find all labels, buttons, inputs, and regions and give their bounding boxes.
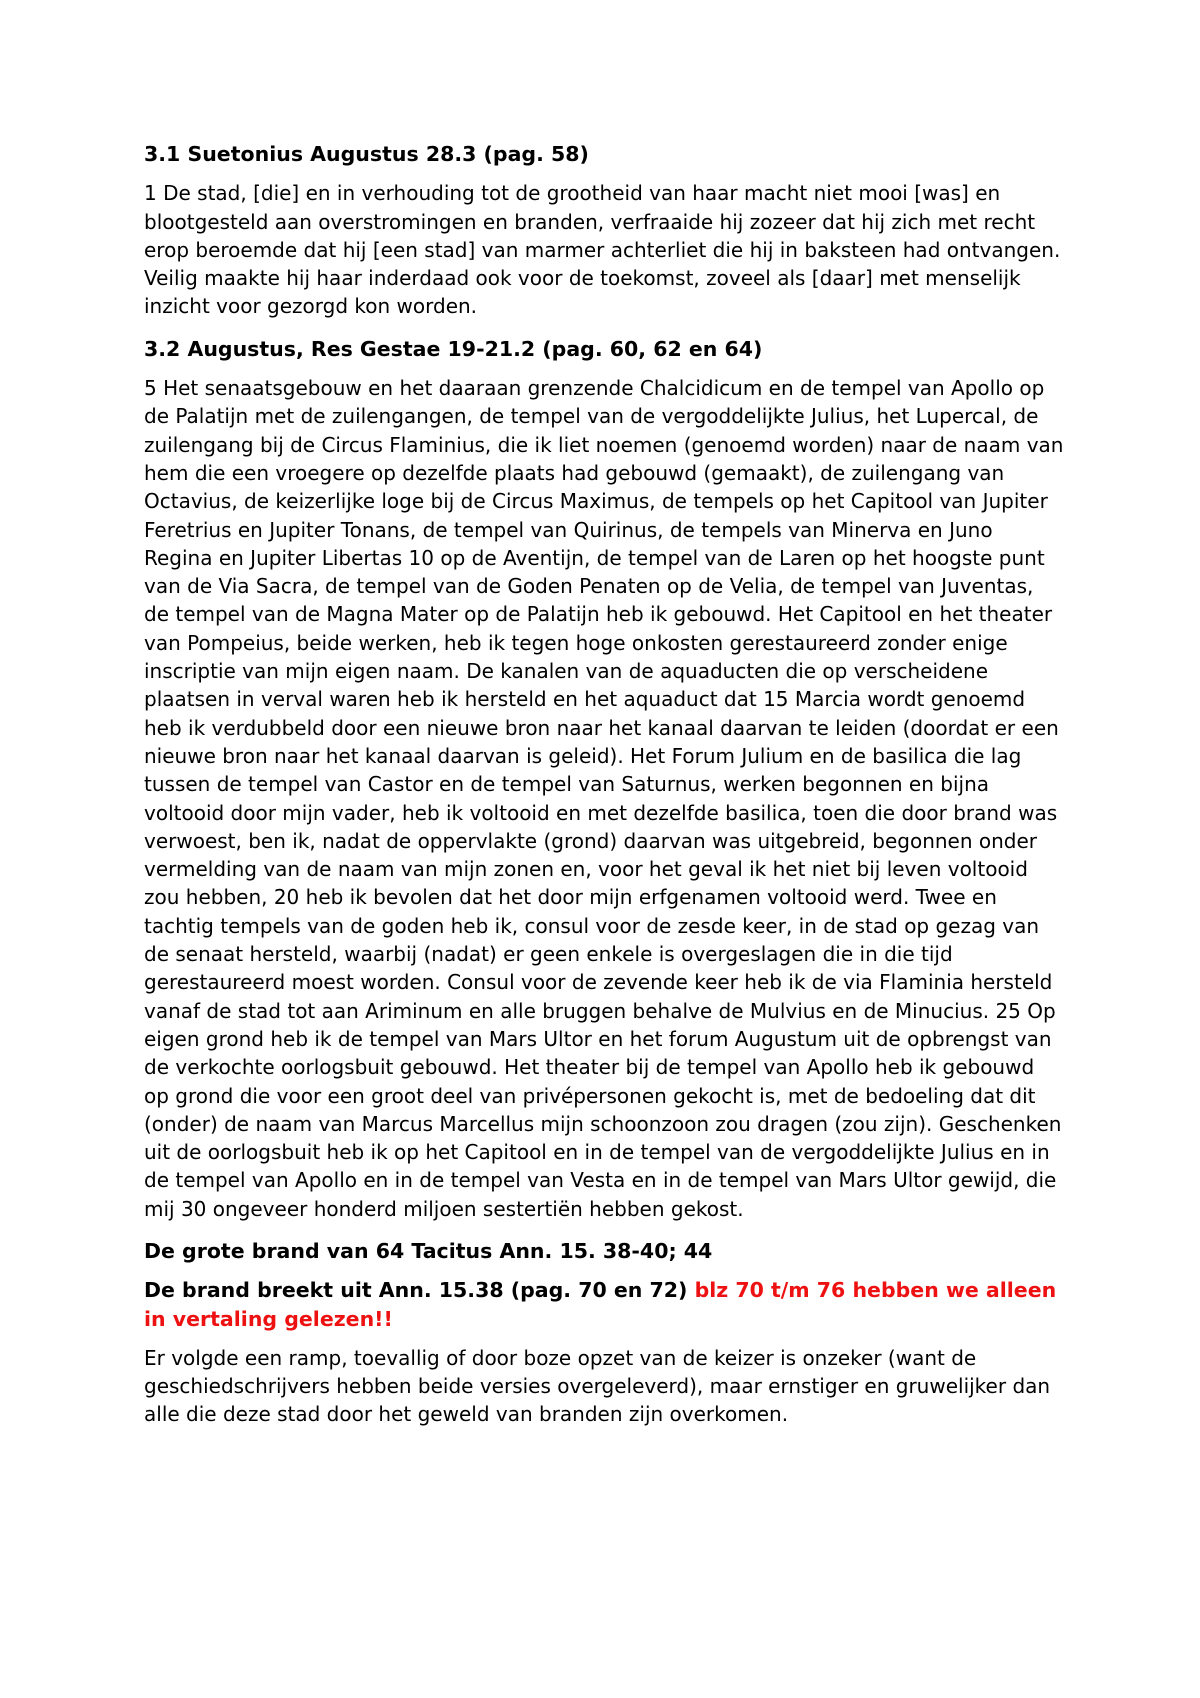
section-heading-suetonius: 3.1 Suetonius Augustus 28.3 (pag. 58) — [144, 142, 589, 166]
section-body-res-gestae: 5 Het senaatsgebouw en het daaraan grenzende Chalcidicum en de tempel van Apollo op de Palatijn met de zuilengangen, de tempel van de vergoddelijkte Julius, het Lupercal, de zuilengang bij de Circus Flaminius, die ik liet noemen (genoemd worden) naar de naam van hem die een vroegere op dezelfde plaats had gebouwd (gemaakt), de zuilengang van Octavius, de keizerlijke loge bij de Circus Maximus, de tempels op het Capitool van Jupiter Feretrius en Jupiter Tonans, de tempel van Quirinus, de tempels van Minerva en Juno Regina en Jupiter Libertas 10 op de Aventijn, de tempel van de Laren op het hoogste punt van de Via Sacra, de tempel van de Goden Penaten op de Velia, de tempel van Juventas, de tempel van de Magna Mater op de Palatijn heb ik gebouwd. Het Capitool en het theater van Pompeius, beide werken, heb ik tegen hoge onkosten gerestaureerd zonder enige inscriptie van mijn eigen naam. De kanalen van de aquaducten die op verscheidene plaatsen in verval waren heb ik hersteld en het aquaduct dat 15 Marcia wordt genoemd heb ik verdubbeld door een nieuwe bron naar het kanaal daarvan te leiden (doordat er een nieuwe bron naar het kanaal daarvan is geleid). Het Forum Julium en de basilica die lag tussen de tempel van Castor en de tempel van Saturnus, werken begonnen en bijna voltooid door mijn vader, heb ik voltooid en met dezelfde basilica, toen die door brand was verwoest, ben ik, nadat de oppervlakte (grond) daarvan was uitgebreid, begonnen onder vermelding van de naam van mijn zonen en, voor het geval ik het niet bij leven voltooid zou hebben, 20 heb ik bevolen dat het door mijn erfgenamen voltooid werd. Twee en tachtig tempels van de goden heb ik, consul voor de zesde keer, in de stad op gezag van de senaat hersteld, waarbij (nadat) er geen enkele is overgeslagen die in die tijd gerestaureerd moest worden. Consul voor de zevende keer heb ik de via Flaminia hersteld vanaf de stad tot aan Ariminum en alle bruggen behalve de Mulvius en de Minucius. 25 Op eigen grond heb ik de tempel van Mars Ultor en het forum Augustum uit de opbrengst van de verkochte oorlogsbuit gebouwd. Het theater bij de tempel van Apollo heb ik gebouwd op grond die voor een groot deel van privépersonen gekocht is, met de bedoeling dat dit (onder) de naam van Marcus Marcellus mijn schoonzoon zou dragen (zou zijn). Geschenken uit de oorlogsbuit heb ik op het Capitool en in de tempel van de vergoddelijkte Julius en in de tempel van Apollo en in de tempel van Vesta en in de tempel van Mars Ultor gewijd, die mij 30 ongeveer honderd miljoen sestertiën hebben gekost. — [144, 376, 1064, 1221]
section-heading-brand-breekt-uit — [144, 1276, 1064, 1333]
section-heading-grote-brand: De grote brand van 64 Tacitus Ann. 15. 38-40; 44 — [144, 1238, 713, 1263]
heading-note: blz 70 t/m 76 hebben we alleen in vertaling gelezen!! — [144, 1278, 1057, 1331]
document-page — [144, 140, 1064, 1443]
section-heading-res-gestae: 3.2 Augustus, Res Gestae 19-21.2 (pag. 60, 62 en 64) — [144, 336, 763, 361]
heading-text: De brand breekt uit Ann. 15.38 (pag. 70 en 72) — [144, 1278, 688, 1303]
section-body-brand-breekt-uit: Er volgde een ramp, toevallig of door boze opzet van de keizer is onzeker (want de geschiedschrijvers hebben beide versies overgeleverd), maar ernstiger en gruwelijker dan alle die deze stad door het geweld van branden zijn overkomen. — [144, 1345, 1051, 1427]
section-body-suetonius: 1 De stad, [die] en in verhouding tot de grootheid van haar macht niet mooi [was] en blootgesteld aan overstromingen en branden, verfraaide hij zozeer dat hij zich met recht erop beroemde dat hij [een stad] van marmer achterliet die hij in baksteen had ontvangen. Veilig maakte hij haar inderdaad ook voor de toekomst, zoveel als [daar] met menselijk inzicht voor gezorgd kon worden. — [144, 181, 1061, 319]
